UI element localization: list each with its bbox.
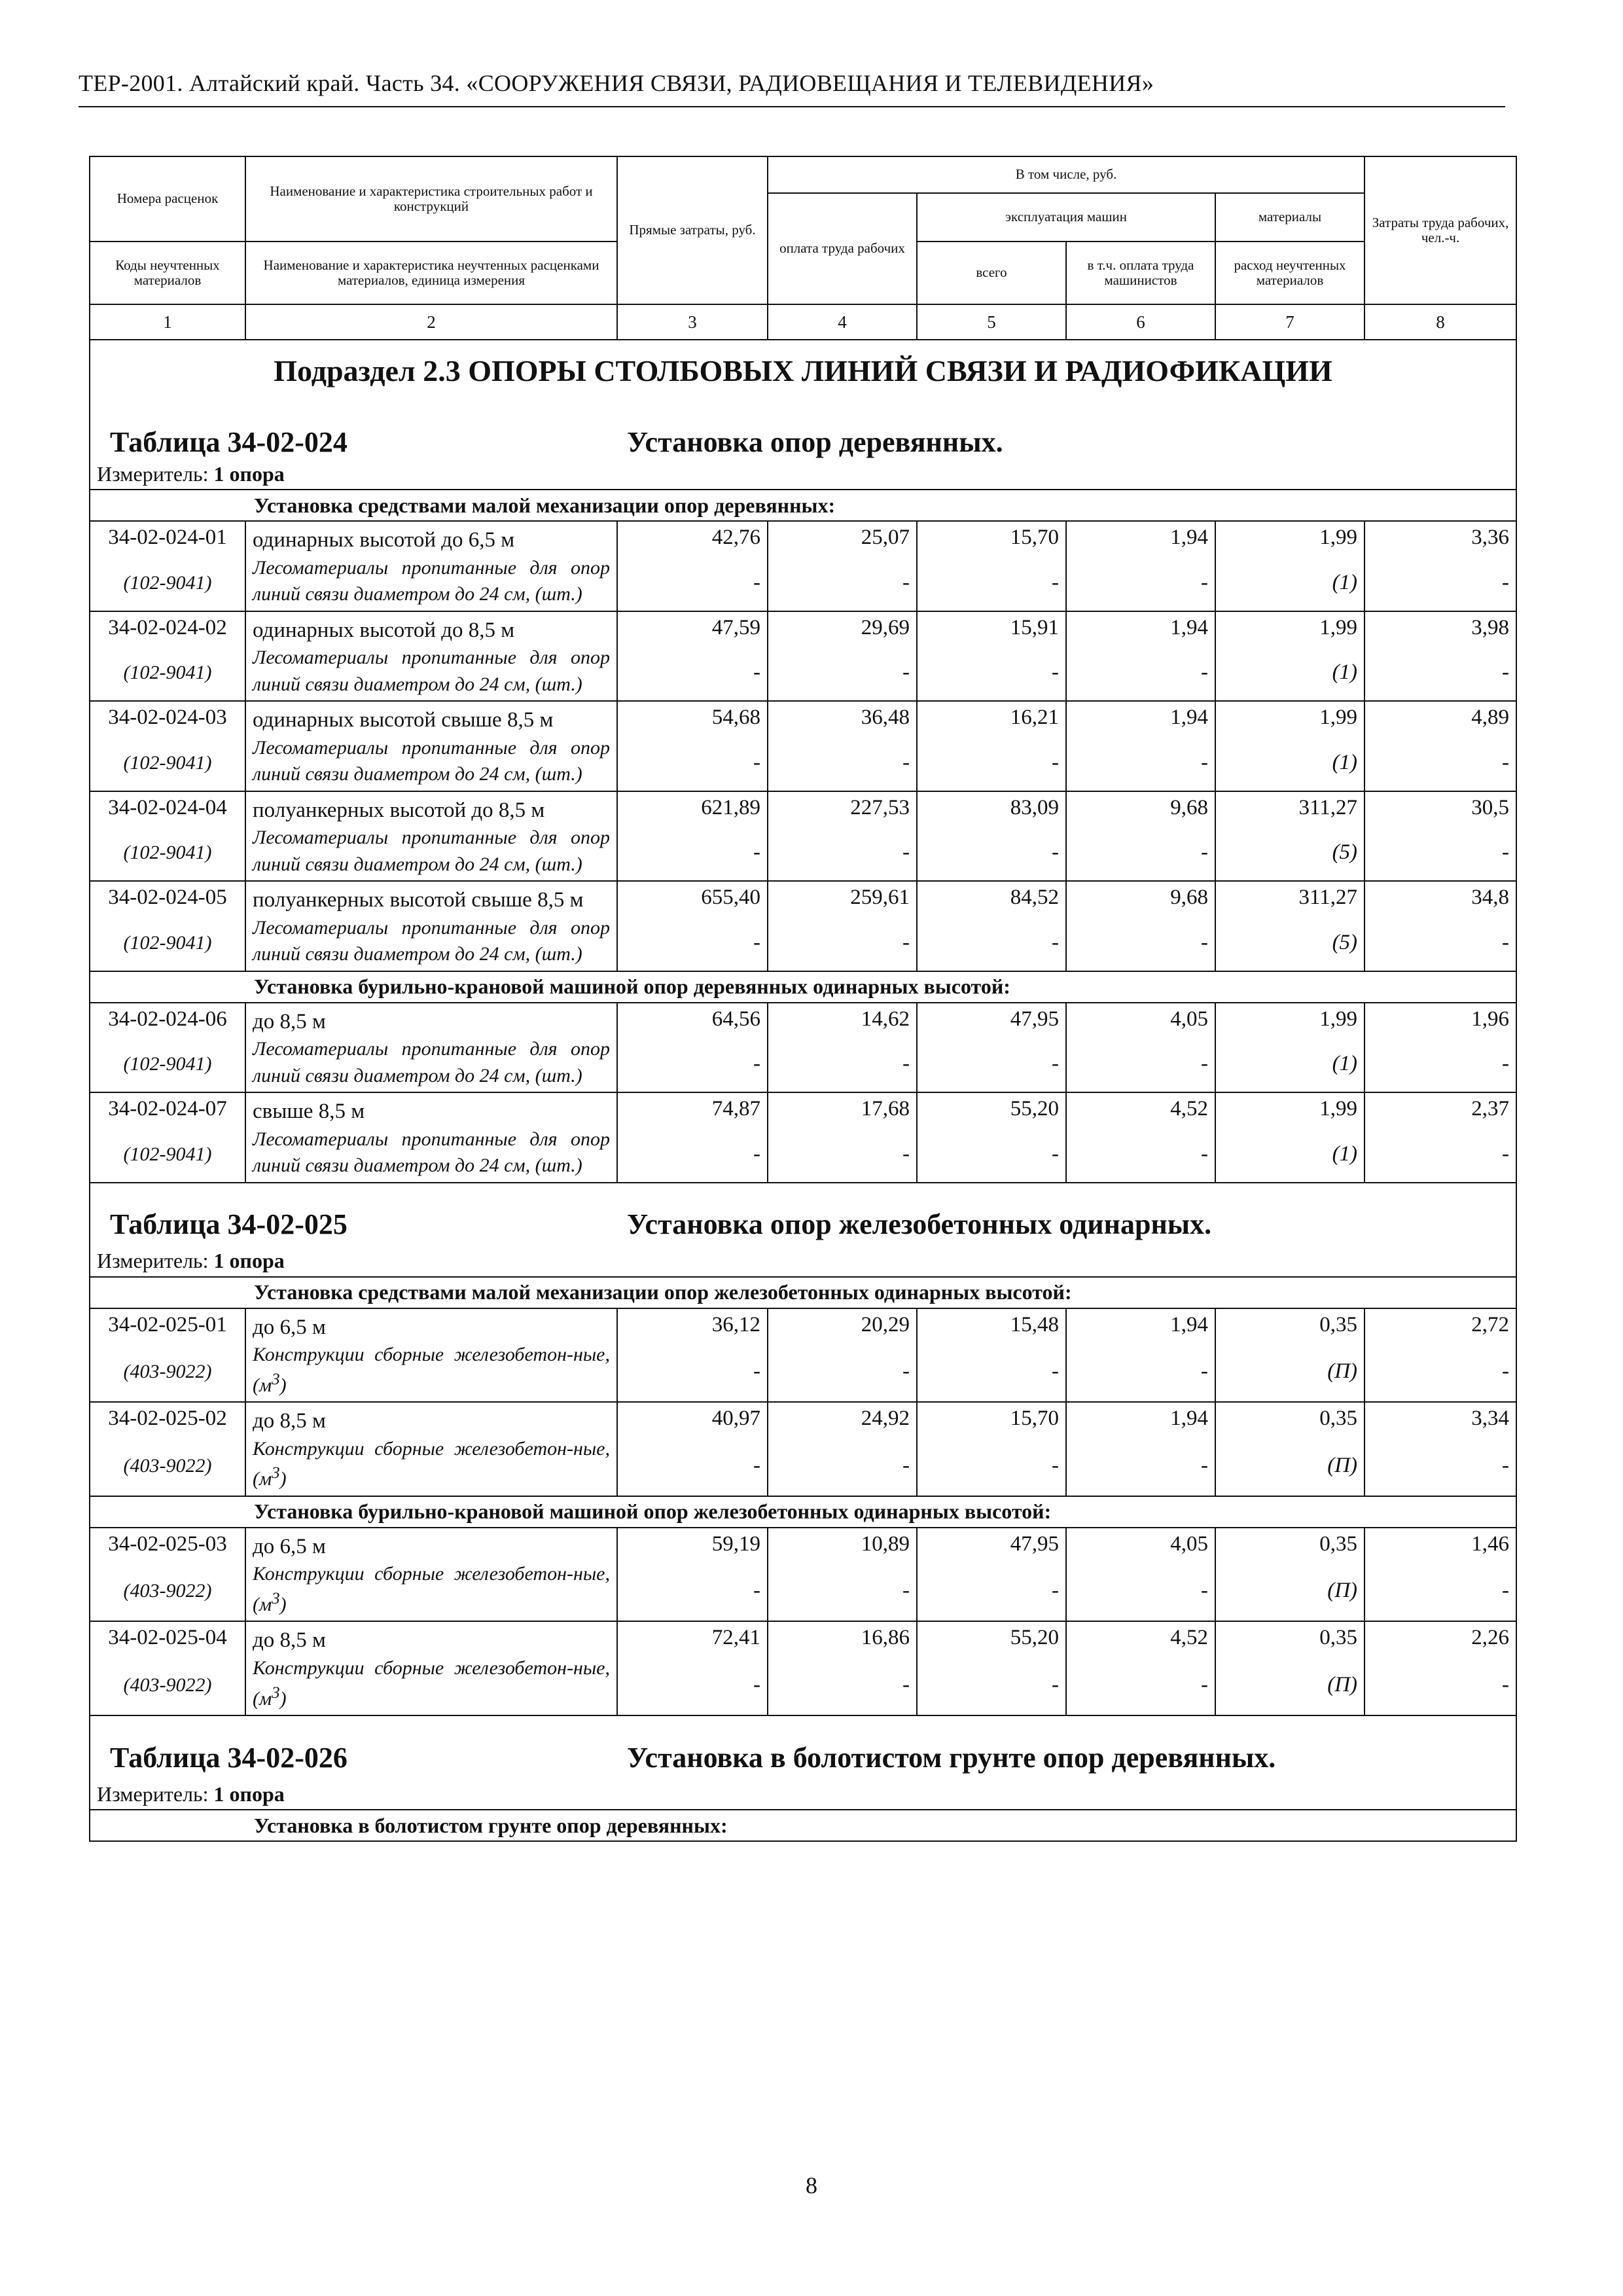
material-unit-tail: ) (279, 1593, 287, 1615)
rate-code: 34-02-025-03 (90, 1528, 245, 1562)
col-header-workers-pay: оплата труда рабочих (768, 193, 917, 304)
work-name: до 8,5 м (253, 1409, 326, 1433)
work-name: до 6,5 м (253, 1534, 326, 1558)
col-header-direct-costs: Прямые затраты, руб. (617, 156, 768, 304)
rate-code: 34-02-025-02 (90, 1402, 245, 1436)
work-name: до 8,5 м (253, 1009, 326, 1033)
work-name: полуанкерных высотой свыше 8,5 м (253, 888, 584, 912)
value-v5: 47,95 (917, 1528, 1066, 1562)
material-code: (102-9041) (123, 842, 212, 864)
material-m8: - (1364, 1561, 1516, 1621)
rate-code: 34-02-024-03 (90, 701, 245, 735)
meter-value: 1 опора (213, 1782, 285, 1806)
column-number: 2 (245, 304, 617, 340)
table-title: Установка в болотистом грунте опор деревянных. (627, 1741, 1276, 1774)
material-m6: - (1066, 1342, 1215, 1402)
value-v7: 1,99 (1215, 701, 1364, 735)
material-m5: - (917, 1436, 1066, 1496)
value-v4: 29,69 (768, 611, 917, 645)
material-m6: - (1066, 1436, 1215, 1496)
column-number: 6 (1066, 304, 1215, 340)
value-v6: 9,68 (1066, 791, 1215, 825)
group-title: Установка средствами малой механизации опор деревянных: (90, 490, 1516, 521)
material-row (90, 915, 1516, 971)
material-m4: - (768, 1342, 917, 1402)
table-number: Таблица 34-02-024 (110, 426, 348, 458)
material-code: (102-9041) (123, 1143, 212, 1165)
value-v3: 54,68 (617, 701, 768, 735)
value-v4: 227,53 (768, 791, 917, 825)
material-m3: - (617, 1655, 768, 1715)
material-name: Лесоматериалы пропитанные для опор линий связи диаметром до 24 см, (шт.) (253, 556, 610, 605)
material-m5: - (917, 825, 1066, 881)
col-header-material-name: Наименование и характеристика неучтенных расценками материалов, единица измерения (245, 242, 617, 304)
meter-label: Измеритель: (97, 1249, 209, 1273)
meter-value: 1 опора (213, 1249, 285, 1273)
rate-code: 34-02-024-07 (90, 1092, 245, 1126)
material-m5: - (917, 735, 1066, 791)
work-name: свыше 8,5 м (253, 1100, 365, 1124)
value-v6: 1,94 (1066, 1308, 1215, 1342)
meter-row (90, 1246, 1516, 1277)
group-title: Установка бурильно-крановой машиной опор деревянных одинарных высотой: (90, 971, 1516, 1003)
material-m7: (П) (1215, 1436, 1364, 1496)
work-name: одинарных высотой до 6,5 м (253, 528, 515, 552)
material-m4: - (768, 825, 917, 881)
value-v5: 84,52 (917, 881, 1066, 915)
value-v8: 30,5 (1364, 791, 1516, 825)
value-v5: 16,21 (917, 701, 1066, 735)
value-v4: 36,48 (768, 701, 917, 735)
material-name: Лесоматериалы пропитанные для опор линий связи диаметром до 24 см, (шт.) (253, 1128, 610, 1177)
value-v4: 14,62 (768, 1003, 917, 1037)
table-number: Таблица 34-02-025 (110, 1208, 348, 1241)
work-name: одинарных высотой до 8,5 м (253, 618, 515, 642)
value-v3: 72,41 (617, 1621, 768, 1655)
value-v7: 1,99 (1215, 1092, 1364, 1126)
group-row (90, 1810, 1516, 1841)
group-title: Установка средствами малой механизации опор железобетонных одинарных высотой: (90, 1277, 1516, 1308)
table-row (90, 1092, 1516, 1126)
material-m8: - (1364, 825, 1516, 881)
col-header-labor: Затраты труда рабочих, чел.-ч. (1364, 156, 1516, 304)
material-m3: - (617, 1126, 768, 1183)
value-v6: 1,94 (1066, 701, 1215, 735)
table-row (90, 1621, 1516, 1655)
value-v7: 1,99 (1215, 521, 1364, 555)
material-name: Лесоматериалы пропитанные для опор линий связи диаметром до 24 см, (шт.) (253, 916, 610, 965)
value-v3: 64,56 (617, 1003, 768, 1037)
value-v8: 2,26 (1364, 1621, 1516, 1655)
col-header-materials: материалы (1215, 193, 1364, 242)
column-number: 5 (917, 304, 1066, 340)
page-number: 8 (806, 2172, 817, 2198)
table-title-row (90, 1715, 1516, 1779)
value-v6: 4,52 (1066, 1621, 1215, 1655)
group-row (90, 1496, 1516, 1528)
material-m7: (5) (1215, 825, 1364, 881)
value-v6: 4,52 (1066, 1092, 1215, 1126)
material-row (90, 1342, 1516, 1402)
rate-code: 34-02-025-01 (90, 1308, 245, 1342)
value-v8: 1,96 (1364, 1003, 1516, 1037)
value-v3: 42,76 (617, 521, 768, 555)
material-m3: - (617, 825, 768, 881)
material-name: Лесоматериалы пропитанные для опор линий связи диаметром до 24 см, (шт.) (253, 736, 610, 785)
material-m3: - (617, 915, 768, 971)
value-v8: 3,36 (1364, 521, 1516, 555)
value-v4: 24,92 (768, 1402, 917, 1436)
value-v8: 2,37 (1364, 1092, 1516, 1126)
material-m3: - (617, 1561, 768, 1621)
value-v5: 83,09 (917, 791, 1066, 825)
material-m8: - (1364, 1655, 1516, 1715)
material-m7: (1) (1215, 645, 1364, 701)
value-v8: 1,46 (1364, 1528, 1516, 1562)
value-v6: 1,94 (1066, 1402, 1215, 1436)
col-header-machines-total: всего (917, 242, 1066, 304)
table-title: Установка опор железобетонных одинарных. (627, 1208, 1212, 1241)
value-v3: 36,12 (617, 1308, 768, 1342)
rates-table (89, 156, 1517, 1842)
table-title-row (90, 1183, 1516, 1246)
material-m8: - (1364, 1126, 1516, 1183)
col-header-material-codes: Коды неучтенных материалов (90, 242, 245, 304)
material-row (90, 1036, 1516, 1092)
material-m3: - (617, 645, 768, 701)
material-name: Конструкции сборные железобетон-ные, (м (253, 1437, 610, 1490)
material-unit-sup: 3 (272, 1464, 280, 1482)
rate-code: 34-02-025-04 (90, 1621, 245, 1655)
table-row (90, 881, 1516, 915)
table-title-row (90, 425, 1516, 459)
material-code: (403-9022) (123, 1361, 212, 1383)
meter-label: Измеритель: (97, 1782, 209, 1806)
material-row (90, 1561, 1516, 1621)
column-number: 1 (90, 304, 245, 340)
material-m3: - (617, 735, 768, 791)
value-v8: 3,34 (1364, 1402, 1516, 1436)
value-v7: 311,27 (1215, 791, 1364, 825)
value-v6: 4,05 (1066, 1528, 1215, 1562)
col-header-machines: эксплуатация машин (917, 193, 1215, 242)
table-row (90, 611, 1516, 645)
material-m5: - (917, 645, 1066, 701)
value-v4: 10,89 (768, 1528, 917, 1562)
meter-label: Измеритель: (97, 461, 209, 486)
material-m8: - (1364, 645, 1516, 701)
material-m8: - (1364, 915, 1516, 971)
table-row (90, 1402, 1516, 1436)
value-v3: 621,89 (617, 791, 768, 825)
material-m4: - (768, 1655, 917, 1715)
column-number-row (90, 304, 1516, 340)
value-v5: 55,20 (917, 1621, 1066, 1655)
value-v5: 15,70 (917, 1402, 1066, 1436)
value-v7: 0,35 (1215, 1621, 1364, 1655)
material-m4: - (768, 1561, 917, 1621)
material-m3: - (617, 1436, 768, 1496)
col-header-rate-numbers: Номера расценок (90, 156, 245, 242)
material-unit-tail: ) (279, 1687, 287, 1710)
material-m3: - (617, 1342, 768, 1402)
material-m5: - (917, 1126, 1066, 1183)
material-unit-sup: 3 (272, 1370, 280, 1388)
value-v8: 2,72 (1364, 1308, 1516, 1342)
group-row (90, 490, 1516, 521)
material-unit-sup: 3 (272, 1683, 280, 1702)
material-m6: - (1066, 1126, 1215, 1183)
rate-code: 34-02-024-04 (90, 791, 245, 825)
material-m8: - (1364, 1436, 1516, 1496)
material-m6: - (1066, 735, 1215, 791)
table-row (90, 1308, 1516, 1342)
material-code: (403-9022) (123, 1580, 212, 1602)
value-v3: 655,40 (617, 881, 768, 915)
material-unit-sup: 3 (272, 1589, 280, 1607)
value-v5: 15,70 (917, 521, 1066, 555)
value-v3: 47,59 (617, 611, 768, 645)
work-name: до 8,5 м (253, 1628, 326, 1653)
value-v7: 311,27 (1215, 881, 1364, 915)
material-m8: - (1364, 1342, 1516, 1402)
material-code: (102-9041) (123, 931, 212, 954)
value-v3: 74,87 (617, 1092, 768, 1126)
subsection-row (90, 340, 1516, 425)
material-m5: - (917, 915, 1066, 971)
table-row (90, 1003, 1516, 1037)
material-m5: - (917, 555, 1066, 611)
column-number: 7 (1215, 304, 1364, 340)
value-v6: 1,94 (1066, 521, 1215, 555)
material-m4: - (768, 1036, 917, 1092)
material-m6: - (1066, 645, 1215, 701)
work-name: полуанкерных высотой до 8,5 м (253, 798, 545, 822)
material-row (90, 1655, 1516, 1715)
material-m6: - (1066, 555, 1215, 611)
material-row (90, 1126, 1516, 1183)
material-m4: - (768, 1436, 917, 1496)
value-v3: 59,19 (617, 1528, 768, 1562)
material-code: (403-9022) (123, 1454, 212, 1477)
header-rule (79, 106, 1505, 107)
meter-value: 1 опора (213, 461, 285, 486)
material-m7: (1) (1215, 735, 1364, 791)
material-m7: (1) (1215, 1036, 1364, 1092)
material-unit-tail: ) (279, 1468, 287, 1490)
value-v5: 55,20 (917, 1092, 1066, 1126)
value-v7: 0,35 (1215, 1308, 1364, 1342)
material-m8: - (1364, 555, 1516, 611)
value-v4: 20,29 (768, 1308, 917, 1342)
material-m7: (1) (1215, 555, 1364, 611)
group-title: Установка в болотистом грунте опор деревянных: (90, 1810, 1516, 1841)
material-name: Конструкции сборные железобетон-ные, (м (253, 1344, 610, 1396)
value-v8: 4,89 (1364, 701, 1516, 735)
table-row (90, 701, 1516, 735)
table-title: Установка опор деревянных. (627, 426, 1003, 458)
value-v8: 34,8 (1364, 881, 1516, 915)
rate-code: 34-02-024-01 (90, 521, 245, 555)
material-m7: (П) (1215, 1561, 1364, 1621)
group-title: Установка бурильно-крановой машиной опор железобетонных одинарных высотой: (90, 1496, 1516, 1528)
work-name: одинарных высотой свыше 8,5 м (253, 708, 554, 732)
material-row (90, 735, 1516, 791)
material-m5: - (917, 1655, 1066, 1715)
col-header-incl-operators: в т.ч. оплата труда машинистов (1066, 242, 1215, 304)
material-m4: - (768, 915, 917, 971)
material-m6: - (1066, 1561, 1215, 1621)
table-row (90, 521, 1516, 555)
subsection-title: Подраздел 2.3 ОПОРЫ СТОЛБОВЫХ ЛИНИЙ СВЯЗИ И РАДИОФИКАЦИИ (90, 340, 1516, 425)
material-m7: (П) (1215, 1655, 1364, 1715)
material-m7: (1) (1215, 1126, 1364, 1183)
value-v4: 25,07 (768, 521, 917, 555)
material-m6: - (1066, 1655, 1215, 1715)
material-code: (102-9041) (123, 1053, 212, 1075)
column-number: 3 (617, 304, 768, 340)
material-m7: (5) (1215, 915, 1364, 971)
value-v3: 40,97 (617, 1402, 768, 1436)
value-v7: 0,35 (1215, 1528, 1364, 1562)
material-name: Конструкции сборные железобетон-ные, (м (253, 1657, 610, 1710)
material-name: Лесоматериалы пропитанные для опор линий связи диаметром до 24 см, (шт.) (253, 1038, 610, 1086)
value-v6: 4,05 (1066, 1003, 1215, 1037)
material-m8: - (1364, 735, 1516, 791)
material-m4: - (768, 735, 917, 791)
material-m5: - (917, 1036, 1066, 1092)
material-code: (102-9041) (123, 662, 212, 684)
material-m7: (П) (1215, 1342, 1364, 1402)
material-row (90, 825, 1516, 881)
material-unit-tail: ) (279, 1374, 287, 1396)
meter-row (90, 459, 1516, 490)
material-name: Конструкции сборные железобетон-ные, (м (253, 1563, 610, 1615)
table-row (90, 791, 1516, 825)
column-number: 8 (1364, 304, 1516, 340)
material-row (90, 555, 1516, 611)
material-m6: - (1066, 1036, 1215, 1092)
material-m4: - (768, 645, 917, 701)
work-name: до 6,5 м (253, 1315, 326, 1339)
value-v5: 47,95 (917, 1003, 1066, 1037)
group-row (90, 971, 1516, 1003)
material-name: Лесоматериалы пропитанные для опор линий связи диаметром до 24 см, (шт.) (253, 647, 610, 695)
value-v5: 15,91 (917, 611, 1066, 645)
value-v4: 16,86 (768, 1621, 917, 1655)
material-m3: - (617, 555, 768, 611)
material-m5: - (917, 1342, 1066, 1402)
material-m5: - (917, 1561, 1066, 1621)
material-name: Лесоматериалы пропитанные для опор линий связи диаметром до 24 см, (шт.) (253, 827, 610, 875)
value-v7: 0,35 (1215, 1402, 1364, 1436)
rate-code: 34-02-024-06 (90, 1003, 245, 1037)
value-v6: 9,68 (1066, 881, 1215, 915)
material-row (90, 1436, 1516, 1496)
rate-code: 34-02-024-05 (90, 881, 245, 915)
material-m6: - (1066, 825, 1215, 881)
rate-code: 34-02-024-02 (90, 611, 245, 645)
meter-row (90, 1779, 1516, 1810)
column-number: 4 (768, 304, 917, 340)
value-v7: 1,99 (1215, 611, 1364, 645)
material-code: (403-9022) (123, 1674, 212, 1696)
group-row (90, 1277, 1516, 1308)
material-code: (102-9041) (123, 571, 212, 594)
col-header-including: В том числе, руб. (768, 156, 1364, 193)
running-header: ТЕР-2001. Алтайский край. Часть 34. «СООРУЖЕНИЯ СВЯЗИ, РАДИОВЕЩАНИЯ И ТЕЛЕВИДЕНИЯ» (79, 70, 1154, 96)
col-header-work-name: Наименование и характеристика строительных работ и конструкций (245, 156, 617, 242)
value-v4: 17,68 (768, 1092, 917, 1126)
table-number: Таблица 34-02-026 (110, 1741, 348, 1774)
material-m6: - (1066, 915, 1215, 971)
material-row (90, 645, 1516, 701)
material-code: (102-9041) (123, 751, 212, 774)
material-m3: - (617, 1036, 768, 1092)
value-v4: 259,61 (768, 881, 917, 915)
col-header-unaccounted-materials: расход неучтенных материалов (1215, 242, 1364, 304)
value-v7: 1,99 (1215, 1003, 1364, 1037)
value-v8: 3,98 (1364, 611, 1516, 645)
table-row (90, 1528, 1516, 1562)
material-m8: - (1364, 1036, 1516, 1092)
material-m4: - (768, 1126, 917, 1183)
value-v5: 15,48 (917, 1308, 1066, 1342)
value-v6: 1,94 (1066, 611, 1215, 645)
material-m4: - (768, 555, 917, 611)
